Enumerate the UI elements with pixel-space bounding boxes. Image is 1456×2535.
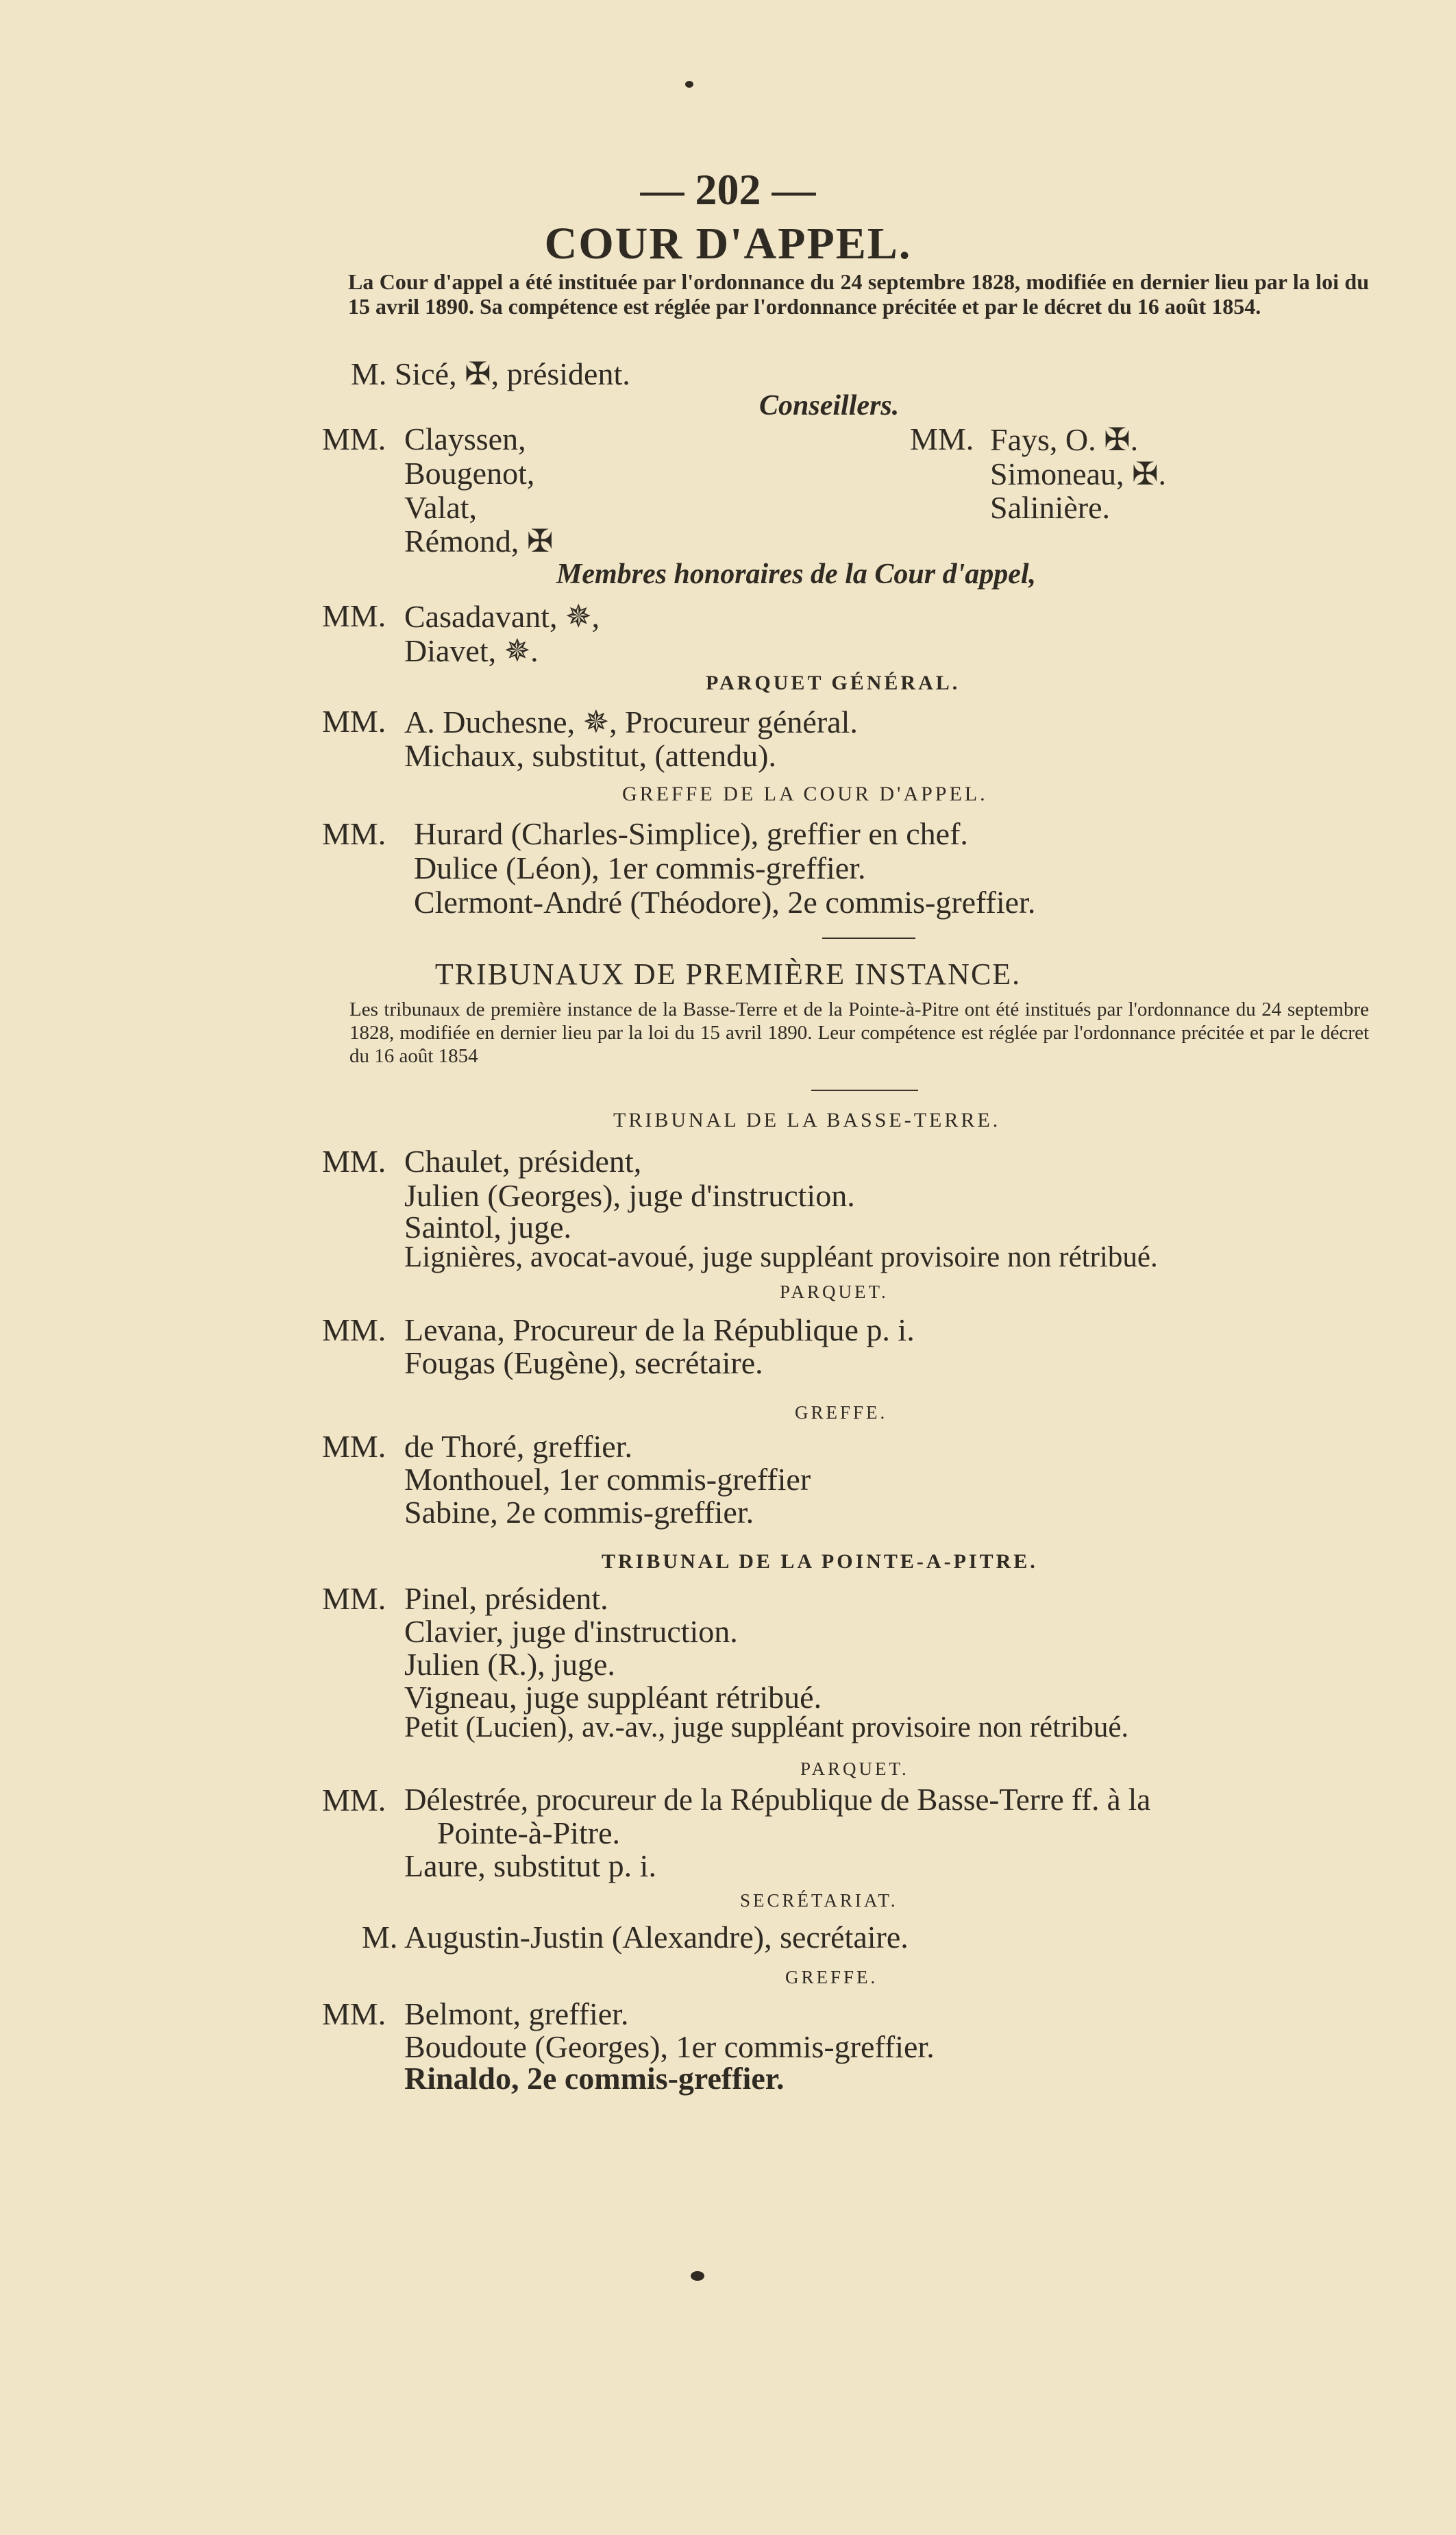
honoraires-heading: Membres honoraires de la Cour d'appel, [556,559,1037,590]
pointe-a-pitre-heading: TRIBUNAL DE LA POINTE-A-PITRE. [602,1550,1038,1573]
pointe-a-pitre-member-3: Julien (R.), juge. [404,1647,615,1682]
pointe-a-pitre-prefix: MM. [322,1581,386,1616]
greffier-en-chef: Hurard (Charles-Simplice), greffier en chef. [414,816,968,851]
section-divider-2 [811,1090,918,1091]
pointe-a-pitre-commis-1: Boudoute (Georges), 1er commis-greffier. [404,2029,935,2064]
second-commis-greffier: Clermont-André (Théodore), 2e commis-greffier. [414,885,1036,920]
pointe-a-pitre-commis-2: Rinaldo, 2e commis-greffier. [404,2061,785,2096]
pointe-a-pitre-parquet-heading: PARQUET. [800,1759,909,1779]
pointe-a-pitre-secretariat-prefix: M. [362,1920,398,1955]
procureur-general: A. Duchesne, ✵, Procureur général. [404,705,858,739]
conseillers-left-prefix: MM. [322,421,386,456]
pointe-a-pitre-procureur: Délestrée, procureur de la République de Basse-Terre ff. à la [404,1783,1151,1817]
conseiller-left-3: Valat, [404,490,478,525]
basse-terre-greffier: de Thoré, greffier. [404,1429,632,1464]
pointe-a-pitre-member-4: Vigneau, juge suppléant rétribué. [404,1680,822,1715]
honoraire-2: Diavet, ✵. [404,633,539,668]
pointe-a-pitre-member-5: Petit (Lucien), av.-av., juge suppléant provisoire non rétribué. [404,1711,1129,1743]
honoraires-prefix: MM. [322,598,386,633]
basse-terre-member-1: Chaulet, président, [404,1144,642,1179]
pointe-a-pitre-member-1: Pinel, président. [404,1581,608,1616]
pointe-a-pitre-procureur-cont: Pointe-à-Pitre. [437,1815,620,1850]
conseillers-right-prefix: MM. [910,421,974,456]
greffe-cour-prefix: MM. [322,816,386,851]
page-title: COUR D'APPEL. [544,219,912,269]
conseiller-right-3: Salinière. [990,490,1110,525]
section-divider [822,938,915,939]
basse-terre-greffe-prefix: MM. [322,1429,386,1464]
basse-terre-commis-1: Monthouel, 1er commis-greffier [404,1462,811,1497]
ink-speck [685,81,693,88]
basse-terre-commis-2: Sabine, 2e commis-greffier. [404,1495,754,1530]
pointe-a-pitre-greffe-prefix: MM. [322,1996,386,2031]
conseiller-left-1: Clayssen, [404,421,526,456]
basse-terre-greffe-heading: GREFFE. [795,1402,888,1423]
president-line: M. Sicé, ✠, président. [351,356,630,391]
tribunaux-intro: Les tribunaux de première instance de la Basse-Terre et de la Pointe-à-Pitre ont été institués par l'ordonnance du 24 septembre 1828, modifiée en dernier lieu par la loi du 15 avril 1890. Leur compétence est réglée par l'ordonnance précitée et par le décret du 16 août 1854 [349,999,1369,1067]
pointe-a-pitre-greffier: Belmont, greffier. [404,1996,629,2031]
basse-terre-member-2: Julien (Georges), juge d'instruction. [404,1178,855,1213]
conseiller-right-1: Fays, O. ✠. [990,422,1139,457]
page-number: — 202 — [640,165,816,214]
pointe-a-pitre-parquet-prefix: MM. [322,1783,386,1817]
pointe-a-pitre-greffe-heading: GREFFE. [785,1967,878,1987]
premier-commis-greffier: Dulice (Léon), 1er commis-greffier. [414,850,866,885]
basse-terre-heading: TRIBUNAL DE LA BASSE-TERRE. [613,1109,1001,1131]
ink-speck [691,2271,704,2281]
honoraire-1: Casadavant, ✵, [404,599,600,634]
parquet-general-heading: PARQUET GÉNÉRAL. [706,672,961,694]
basse-terre-parquet-prefix: MM. [322,1312,386,1347]
basse-terre-procureur: Levana, Procureur de la République p. i. [404,1312,915,1347]
basse-terre-member-4: Lignières, avocat-avoué, juge suppléant provisoire non rétribué. [404,1241,1158,1273]
greffe-cour-heading: GREFFE DE LA COUR D'APPEL. [622,783,988,805]
conseiller-left-2: Bougenot, [404,456,535,491]
pointe-a-pitre-member-2: Clavier, juge d'instruction. [404,1614,738,1649]
conseillers-heading: Conseillers. [759,390,900,421]
tribunaux-heading: TRIBUNAUX DE PREMIÈRE INSTANCE. [434,957,1022,991]
parquet-general-prefix: MM. [322,704,386,739]
conseiller-left-4: Rémond, ✠ [404,524,554,559]
basse-terre-parquet-heading: PARQUET. [780,1282,889,1302]
pointe-a-pitre-secretaire: Augustin-Justin (Alexandre), secrétaire. [404,1920,909,1955]
pointe-a-pitre-substitut: Laure, substitut p. i. [404,1848,656,1883]
substitut-general: Michaux, substitut, (attendu). [404,738,776,773]
basse-terre-prefix: MM. [322,1144,386,1179]
conseiller-right-2: Simoneau, ✠. [990,456,1167,491]
intro-paragraph: La Cour d'appel a été instituée par l'ordonnance du 24 septembre 1828, modifiée en dernier lieu par la loi du 15 avril 1890. Sa compétence est réglée par l'ordonnance précitée et par le décret du 16 août 1854. [348,269,1369,319]
basse-terre-secretaire: Fougas (Eugène), secrétaire. [404,1345,763,1380]
basse-terre-member-3: Saintol, juge. [404,1210,572,1245]
pointe-a-pitre-secretariat-heading: SECRÉTARIAT. [740,1890,898,1911]
